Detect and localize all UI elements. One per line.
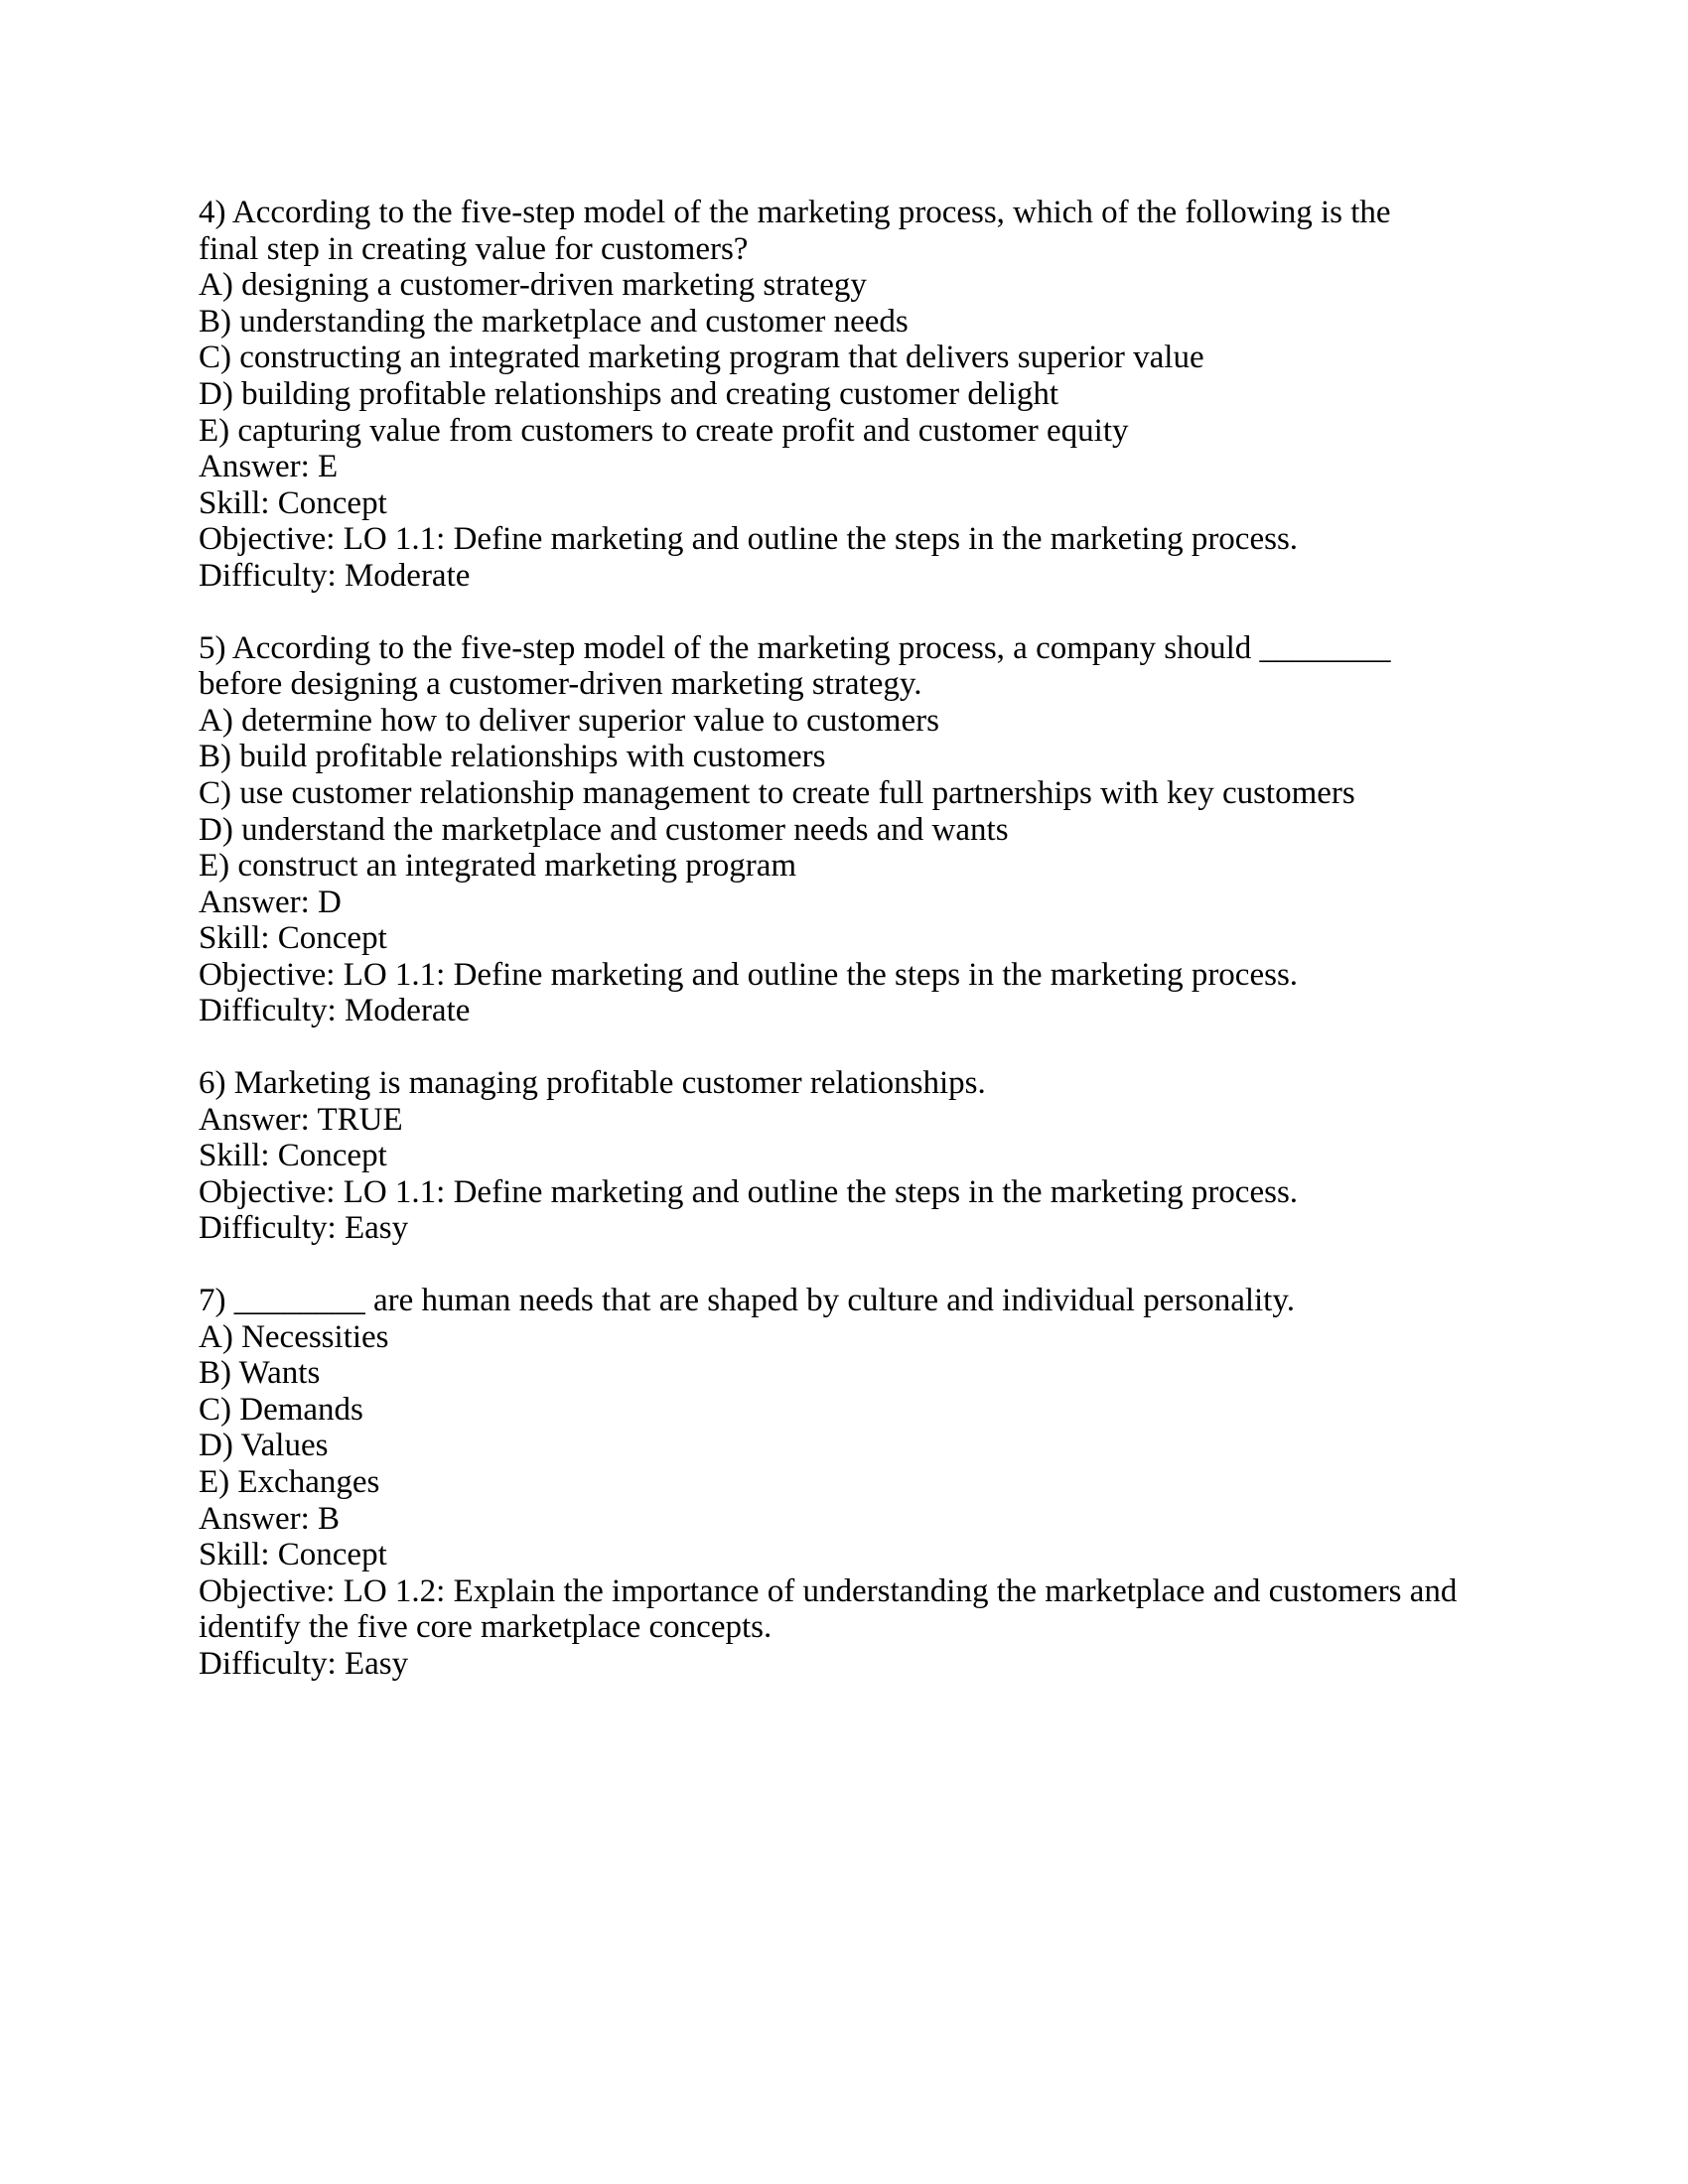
answer-option-c: C) use customer relationship management to create full partnerships with key customers: [199, 774, 1355, 811]
answer-option-b: B) Wants: [199, 1355, 321, 1392]
question-5: [199, 630, 1509, 1030]
question-4: [199, 195, 1509, 595]
skill-label: Skill: Concept: [199, 484, 387, 521]
answer-option-b: B) understanding the marketplace and customer needs: [199, 303, 909, 340]
answer-option-b: B) build profitable relationships with customers: [199, 739, 826, 775]
question-prompt: 7) ________ are human needs that are shaped by culture and individual personality.: [199, 1283, 1295, 1319]
question-prompt: 4) According to the five-step model of the marketing process, which of the following is the final step in creating value for customers?: [199, 195, 1391, 267]
answer-key: Answer: B: [199, 1500, 341, 1537]
difficulty-label: Difficulty: Easy: [199, 1210, 409, 1247]
skill-label: Skill: Concept: [199, 1138, 387, 1174]
skill-label: Skill: Concept: [199, 1537, 387, 1573]
answer-key: Answer: D: [199, 884, 342, 920]
skill-label: Skill: Concept: [199, 920, 387, 957]
question-6: [199, 1065, 1509, 1247]
objective-label: Objective: LO 1.1: Define marketing and outline the steps in the marketing process.: [199, 956, 1299, 993]
answer-option-e: E) Exchanges: [199, 1464, 380, 1500]
answer-option-a: A) determine how to deliver superior value to customers: [199, 702, 939, 739]
answer-option-e: E) construct an integrated marketing program: [199, 848, 797, 885]
answer-key: Answer: TRUE: [199, 1101, 403, 1138]
question-7: [199, 1283, 1509, 1683]
answer-option-c: C) Demands: [199, 1391, 363, 1428]
difficulty-label: Difficulty: Moderate: [199, 993, 471, 1029]
answer-key: Answer: E: [199, 449, 339, 485]
document-page: [199, 195, 1509, 1683]
answer-option-a: A) designing a customer-driven marketing strategy: [199, 267, 867, 304]
answer-option-d: D) understand the marketplace and customer needs and wants: [199, 811, 1009, 848]
answer-option-e: E) capturing value from customers to create profit and customer equity: [199, 412, 1129, 449]
answer-option-d: D) building profitable relationships and creating customer delight: [199, 375, 1059, 412]
difficulty-label: Difficulty: Easy: [199, 1645, 409, 1682]
answer-option-d: D) Values: [199, 1428, 329, 1464]
difficulty-label: Difficulty: Moderate: [199, 557, 471, 594]
answer-option-a: A) Necessities: [199, 1318, 389, 1355]
objective-label: Objective: LO 1.1: Define marketing and outline the steps in the marketing process.: [199, 1173, 1299, 1210]
question-prompt: 6) Marketing is managing profitable customer relationships.: [199, 1065, 986, 1102]
objective-label: Objective: LO 1.1: Define marketing and outline the steps in the marketing process.: [199, 521, 1299, 558]
question-prompt: 5) According to the five-step model of the marketing process, a company should ________ before designing a customer-driven marketing strategy.: [199, 629, 1391, 703]
answer-option-c: C) constructing an integrated marketing program that delivers superior value: [199, 340, 1204, 376]
objective-label: Objective: LO 1.2: Explain the importance of understanding the marketplace and customers and identify the five core marketplace concepts.: [199, 1572, 1458, 1646]
